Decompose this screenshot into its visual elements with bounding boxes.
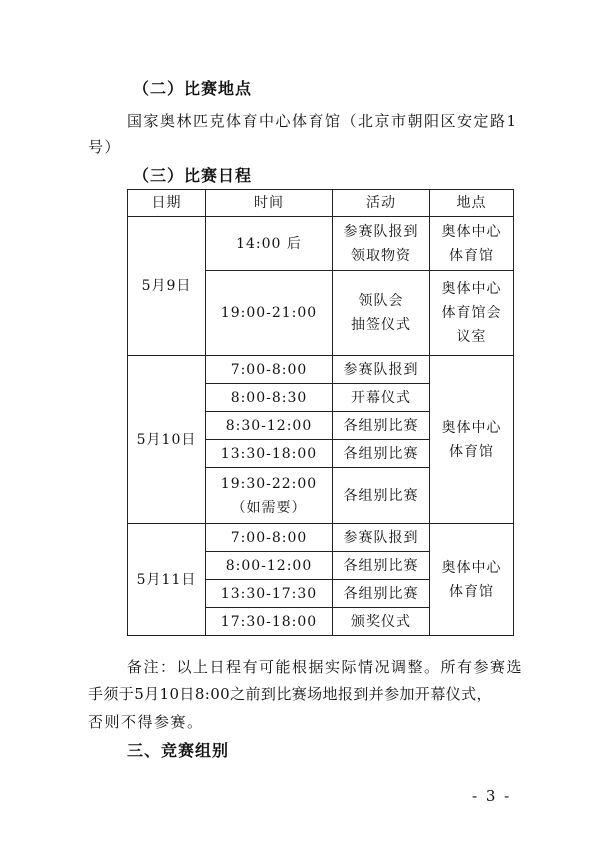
header-location: 地点 (430, 190, 514, 217)
location-line: 体育馆 (449, 583, 494, 600)
location-line: 奥体中心 (441, 559, 502, 576)
time-cell: 8:30-12:00 (206, 412, 333, 440)
activity-cell (333, 217, 430, 271)
location-cell (430, 524, 514, 636)
header-activity: 活动 (333, 190, 430, 217)
schedule-table (127, 189, 514, 636)
time-line: 19:30-22:00 (220, 475, 318, 492)
date-cell: 5月11日 (128, 524, 206, 636)
activity-cell: 颁奖仪式 (333, 608, 430, 636)
activity-line: 参赛队报到 (343, 223, 419, 240)
time-cell: 19:00-21:00 (206, 271, 333, 356)
activity-line: 抽签仪式 (351, 317, 411, 333)
venue-text-line2: 号） (88, 138, 122, 156)
date-cell: 5月9日 (128, 217, 206, 356)
note-line3: 否则不得参赛。 (88, 713, 204, 731)
location-line: 体育馆会 (441, 305, 502, 321)
activity-cell: 各组别比赛 (333, 440, 430, 468)
time-cell (206, 468, 333, 524)
section-heading-groups: 三、竞赛组别 (127, 741, 230, 760)
venue-text-line1: 国家奥林匹克体育中心体育馆（北京市朝阳区安定路1 (127, 112, 518, 130)
location-line: 奥体中心 (441, 281, 502, 297)
location-cell (430, 356, 514, 524)
location-line: 体育馆 (449, 247, 494, 264)
table-row (128, 524, 514, 552)
note-line1: 备注：以上日程有可能根据实际情况调整。所有参赛选 (127, 658, 524, 676)
time-cell: 13:30-18:00 (206, 440, 333, 468)
date-cell: 5月10日 (128, 356, 206, 524)
location-line: 奥体中心 (441, 419, 502, 436)
header-date: 日期 (128, 190, 206, 217)
activity-cell: 各组别比赛 (333, 580, 430, 608)
time-note: （如需要） (231, 499, 307, 516)
activity-cell: 各组别比赛 (333, 468, 430, 524)
activity-cell: 各组别比赛 (333, 412, 430, 440)
table-row (128, 217, 514, 271)
time-cell: 13:30-17:30 (206, 580, 333, 608)
table-header-row (128, 190, 514, 217)
activity-cell (333, 271, 430, 356)
section-heading-venue: （二）比赛地点 (133, 79, 253, 98)
header-time: 时间 (206, 190, 333, 217)
activity-cell: 各组别比赛 (333, 552, 430, 580)
location-line: 议室 (456, 329, 487, 345)
location-line: 体育馆 (449, 443, 494, 460)
time-cell: 14:00 后 (206, 217, 333, 271)
section-heading-schedule: （三）比赛日程 (133, 166, 253, 185)
page-number: - 3 - (472, 787, 512, 805)
activity-cell: 参赛队报到 (333, 356, 430, 384)
time-cell: 8:00-12:00 (206, 552, 333, 580)
time-cell: 7:00-8:00 (206, 524, 333, 552)
note-line2: 手须于5月10日8:00之前到比赛场地报到并参加开幕仪式， (88, 685, 492, 703)
table-row (128, 356, 514, 384)
activity-cell: 参赛队报到 (333, 524, 430, 552)
time-cell: 8:00-8:30 (206, 384, 333, 412)
location-cell (430, 271, 514, 356)
location-line: 奥体中心 (441, 223, 502, 240)
time-cell: 7:00-8:00 (206, 356, 333, 384)
location-cell (430, 217, 514, 271)
activity-line: 领取物资 (351, 247, 411, 264)
time-cell: 17:30-18:00 (206, 608, 333, 636)
activity-cell: 开幕仪式 (333, 384, 430, 412)
activity-line: 领队会 (358, 293, 404, 309)
